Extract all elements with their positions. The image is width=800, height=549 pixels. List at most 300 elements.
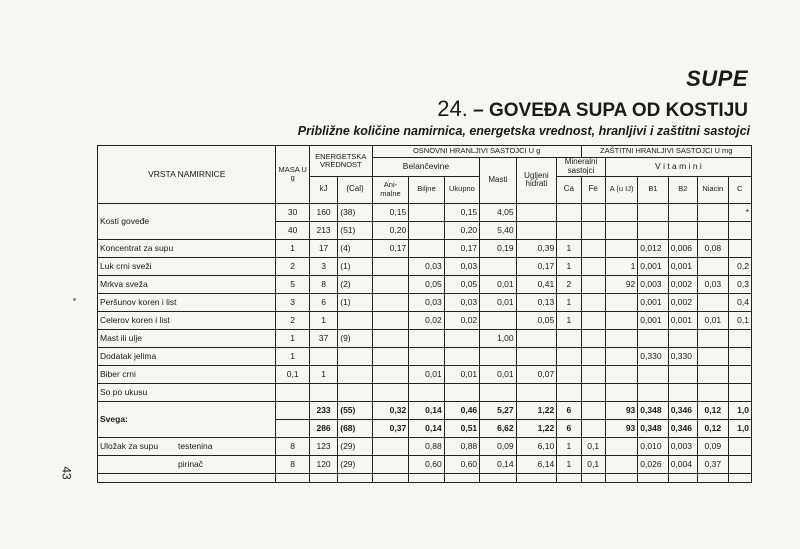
cell-c xyxy=(728,455,752,473)
cell-animalne xyxy=(372,293,408,311)
cell-empty xyxy=(309,473,337,482)
cell-masti: 0,01 xyxy=(480,365,516,383)
cell-cal: (29) xyxy=(338,437,372,455)
cell-biljne: 0,14 xyxy=(409,419,444,437)
cell-kj: 3 xyxy=(309,257,337,275)
cell-masti: 0,09 xyxy=(480,437,516,455)
table-row xyxy=(98,257,752,275)
header-masti: Masti xyxy=(480,158,516,204)
cell-masa: 1 xyxy=(276,329,309,347)
nutrition-table xyxy=(97,145,752,483)
cell-ukupno: 0,46 xyxy=(444,401,479,419)
cell-ca: 6 xyxy=(557,419,581,437)
cell-empty xyxy=(557,473,581,482)
cell-biljne: 0,14 xyxy=(409,401,444,419)
cell-c xyxy=(728,329,752,347)
cell-ca: 1 xyxy=(557,455,581,473)
cell-name: Kosti goveđe xyxy=(98,203,276,239)
cell-b2: 0,346 xyxy=(668,401,697,419)
cell-cal: (9) xyxy=(338,329,372,347)
cell-b2: 0,002 xyxy=(668,293,697,311)
cell-fe xyxy=(581,203,605,221)
cell-b2: 0,346 xyxy=(668,419,697,437)
cell-b2: 0,001 xyxy=(668,311,697,329)
cell-empty xyxy=(409,473,444,482)
cell-fe: 0,1 xyxy=(581,455,605,473)
cell-cal xyxy=(338,383,372,401)
cell-animalne xyxy=(372,275,408,293)
cell-name: Svega: xyxy=(98,401,276,437)
cell-fe xyxy=(581,293,605,311)
cell-kj: 37 xyxy=(309,329,337,347)
cell-b1 xyxy=(638,203,668,221)
table-row xyxy=(98,365,752,383)
cell-c: 0,1 xyxy=(728,311,752,329)
cell-c: 0,4 xyxy=(728,293,752,311)
cell-animalne xyxy=(372,365,408,383)
cell-b1 xyxy=(638,221,668,239)
cell-b1 xyxy=(638,365,668,383)
cell-masa: 0,1 xyxy=(276,365,309,383)
cell-cal xyxy=(338,347,372,365)
cell-cal xyxy=(338,311,372,329)
cell-kj: 1 xyxy=(309,365,337,383)
cell-animalne xyxy=(372,311,408,329)
cell-empty xyxy=(581,473,605,482)
table-row xyxy=(98,329,752,347)
header-vitamini: V i t a m i n i xyxy=(605,158,751,177)
cell-c xyxy=(728,239,752,257)
cell-niacin xyxy=(698,293,728,311)
cell-ugljeni xyxy=(516,347,557,365)
header-biljne: Biljne xyxy=(409,176,444,203)
cell-name: Peršunov koren i list xyxy=(98,293,276,311)
section-title: SUPE xyxy=(686,66,748,91)
cell-ca: 1 xyxy=(557,437,581,455)
cell-kj: 17 xyxy=(309,239,337,257)
header-belancevine: Belančevine xyxy=(372,158,479,177)
cell-c xyxy=(728,221,752,239)
header-ukupno: Ukupno xyxy=(444,176,479,203)
cell-empty xyxy=(276,473,309,482)
header-osnovni: OSNOVNI HRANLJIVI SASTOJCI U g xyxy=(372,146,581,158)
cell-b1: 0,001 xyxy=(638,257,668,275)
cell-kj: 8 xyxy=(309,275,337,293)
cell-niacin xyxy=(698,221,728,239)
cell-a xyxy=(605,455,637,473)
cell-a: 93 xyxy=(605,401,637,419)
cell-ukupno xyxy=(444,347,479,365)
cell-empty xyxy=(605,473,637,482)
cell-ukupno: 0,17 xyxy=(444,239,479,257)
header-b1: B1 xyxy=(638,176,668,203)
cell-cal: (2) xyxy=(338,275,372,293)
cell-niacin xyxy=(698,203,728,221)
cell-b1: 0,001 xyxy=(638,311,668,329)
cell-ukupno: 0,88 xyxy=(444,437,479,455)
header-masa: MASA U g xyxy=(276,146,309,204)
cell-masti xyxy=(480,383,516,401)
cell-masti: 0,01 xyxy=(480,275,516,293)
cell-kj xyxy=(309,383,337,401)
cell-niacin: 0,09 xyxy=(698,437,728,455)
cell-biljne xyxy=(409,329,444,347)
cell-fe xyxy=(581,257,605,275)
cell-a xyxy=(605,383,637,401)
cell-niacin xyxy=(698,365,728,383)
cell-kj: 233 xyxy=(309,401,337,419)
cell-ugljeni: 0,13 xyxy=(516,293,557,311)
cell-kj: 160 xyxy=(309,203,337,221)
cell-masti xyxy=(480,311,516,329)
cell-ca: 1 xyxy=(557,239,581,257)
cell-biljne: 0,03 xyxy=(409,257,444,275)
cell-a xyxy=(605,347,637,365)
table-row xyxy=(98,311,752,329)
cell-a: 92 xyxy=(605,275,637,293)
cell-biljne: 0,05 xyxy=(409,275,444,293)
table-row xyxy=(98,347,752,365)
cell-b2 xyxy=(668,329,697,347)
cell-a xyxy=(605,239,637,257)
cell-kj: 120 xyxy=(309,455,337,473)
cell-niacin xyxy=(698,329,728,347)
cell-animalne xyxy=(372,437,408,455)
header-ca: Ca xyxy=(557,176,581,203)
cell-c: 0,3 xyxy=(728,275,752,293)
cell-c: * xyxy=(728,203,752,221)
cell-empty xyxy=(338,473,372,482)
cell-niacin xyxy=(698,383,728,401)
cell-b1: 0,010 xyxy=(638,437,668,455)
cell-a xyxy=(605,311,637,329)
cell-b2 xyxy=(668,203,697,221)
cell-ugljeni: 6,10 xyxy=(516,437,557,455)
cell-masa: 40 xyxy=(276,221,309,239)
recipe-number: 24. xyxy=(437,96,468,121)
cell-ugljeni: 0,07 xyxy=(516,365,557,383)
cell-b2 xyxy=(668,221,697,239)
cell-masti: 0,19 xyxy=(480,239,516,257)
cell-empty xyxy=(728,473,752,482)
cell-fe: 0,1 xyxy=(581,437,605,455)
cell-empty xyxy=(668,473,697,482)
cell-fe xyxy=(581,239,605,257)
table-row xyxy=(98,275,752,293)
cell-ugljeni: 6,14 xyxy=(516,455,557,473)
cell-masa: 30 xyxy=(276,203,309,221)
cell-kj: 1 xyxy=(309,311,337,329)
recipe-title xyxy=(437,96,748,122)
cell-biljne xyxy=(409,239,444,257)
cell-animalne: 0,15 xyxy=(372,203,408,221)
header-energetska: ENERGETSKA VREDNOST xyxy=(309,146,372,177)
cell-ugljeni: 0,17 xyxy=(516,257,557,275)
cell-masa xyxy=(276,401,309,419)
cell-masti: 6,62 xyxy=(480,419,516,437)
cell-a xyxy=(605,203,637,221)
cell-niacin: 0,12 xyxy=(698,401,728,419)
cell-b2: 0,006 xyxy=(668,239,697,257)
cell-ukupno: 0,15 xyxy=(444,203,479,221)
cell-b1 xyxy=(638,329,668,347)
cell-fe xyxy=(581,383,605,401)
cell-cal: (1) xyxy=(338,293,372,311)
table-row xyxy=(98,401,752,419)
cell-ukupno: 0,20 xyxy=(444,221,479,239)
header-vrsta: VRSTA NAMIRNICE xyxy=(98,146,276,204)
cell-ukupno: 0,60 xyxy=(444,455,479,473)
cell-cal: (68) xyxy=(338,419,372,437)
cell-a xyxy=(605,293,637,311)
cell-c xyxy=(728,383,752,401)
cell-a xyxy=(605,437,637,455)
cell-c xyxy=(728,347,752,365)
cell-animalne: 0,20 xyxy=(372,221,408,239)
cell-niacin: 0,37 xyxy=(698,455,728,473)
cell-cal: (1) xyxy=(338,257,372,275)
cell-masa: 1 xyxy=(276,239,309,257)
cell-cal: (29) xyxy=(338,455,372,473)
cell-animalne: 0,17 xyxy=(372,239,408,257)
cell-b2 xyxy=(668,365,697,383)
cell-b1: 0,348 xyxy=(638,419,668,437)
cell-masa: 5 xyxy=(276,275,309,293)
ulozak-sub-label: testenina xyxy=(178,441,213,452)
cell-a xyxy=(605,221,637,239)
cell-a xyxy=(605,329,637,347)
cell-masti xyxy=(480,347,516,365)
cell-ca xyxy=(557,347,581,365)
header-cal: (Cal) xyxy=(338,176,372,203)
cell-ukupno xyxy=(444,383,479,401)
cell-masti: 5,40 xyxy=(480,221,516,239)
cell-kj: 123 xyxy=(309,437,337,455)
header-mineralni: Mineralni sastojci xyxy=(557,158,606,177)
cell-name: Biber crni xyxy=(98,365,276,383)
cell-empty xyxy=(480,473,516,482)
cell-ukupno: 0,02 xyxy=(444,311,479,329)
cell-name: Celerov koren i list xyxy=(98,311,276,329)
cell-ca: 6 xyxy=(557,401,581,419)
cell-fe xyxy=(581,311,605,329)
cell-ca xyxy=(557,329,581,347)
cell-b2: 0,004 xyxy=(668,455,697,473)
cell-b1: 0,001 xyxy=(638,293,668,311)
cell-name: Luk crni sveži xyxy=(98,257,276,275)
cell-ugljeni: 0,05 xyxy=(516,311,557,329)
table-row xyxy=(98,383,752,401)
cell-animalne xyxy=(372,383,408,401)
cell-kj xyxy=(309,347,337,365)
cell-b1: 0,026 xyxy=(638,455,668,473)
cell-ukupno: 0,03 xyxy=(444,293,479,311)
cell-ugljeni xyxy=(516,203,557,221)
cell-fe xyxy=(581,365,605,383)
header-kj: kJ xyxy=(309,176,337,203)
table-row xyxy=(98,293,752,311)
cell-masti xyxy=(480,257,516,275)
cell-ca xyxy=(557,383,581,401)
cell-ca: 2 xyxy=(557,275,581,293)
header-zastitni: ZAŠTITNI HRANLJIVI SASTOJCI U mg xyxy=(581,146,751,158)
cell-a: 1 xyxy=(605,257,637,275)
table-row xyxy=(98,437,752,455)
cell-b1: 0,003 xyxy=(638,275,668,293)
cell-cal: (55) xyxy=(338,401,372,419)
cell-animalne xyxy=(372,257,408,275)
cell-ugljeni: 0,39 xyxy=(516,239,557,257)
cell-c xyxy=(728,365,752,383)
cell-b1: 0,348 xyxy=(638,401,668,419)
cell-biljne: 0,03 xyxy=(409,293,444,311)
header-ugljeni: Ugljeni hidrati xyxy=(516,158,557,204)
cell-fe xyxy=(581,419,605,437)
header-a: A (u IJ) xyxy=(605,176,637,203)
cell-ugljeni: 0,41 xyxy=(516,275,557,293)
cell-biljne xyxy=(409,221,444,239)
header-animalne: Ani- malne xyxy=(372,176,408,203)
cell-c: 1,0 xyxy=(728,401,752,419)
cell-biljne xyxy=(409,383,444,401)
cell-name: Mrkva sveža xyxy=(98,275,276,293)
cell-b1: 0,330 xyxy=(638,347,668,365)
cell-masa: 2 xyxy=(276,311,309,329)
cell-animalne xyxy=(372,455,408,473)
cell-cal xyxy=(338,365,372,383)
cell-c: 1,0 xyxy=(728,419,752,437)
cell-empty xyxy=(698,473,728,482)
cell-ukupno: 0,01 xyxy=(444,365,479,383)
header-niacin: Niacin xyxy=(698,176,728,203)
cell-cal: (4) xyxy=(338,239,372,257)
cell-biljne: 0,01 xyxy=(409,365,444,383)
cell-fe xyxy=(581,221,605,239)
cell-b1: 0,012 xyxy=(638,239,668,257)
cell-masti: 0,01 xyxy=(480,293,516,311)
cell-masa: 2 xyxy=(276,257,309,275)
cell-b2: 0,002 xyxy=(668,275,697,293)
cell-niacin: 0,03 xyxy=(698,275,728,293)
cell-kj: 286 xyxy=(309,419,337,437)
cell-ugljeni xyxy=(516,383,557,401)
cell-ca xyxy=(557,203,581,221)
cell-empty xyxy=(372,473,408,482)
cell-biljne xyxy=(409,347,444,365)
cell-kj: 213 xyxy=(309,221,337,239)
cell-a xyxy=(605,365,637,383)
cell-niacin xyxy=(698,347,728,365)
cell-biljne: 0,60 xyxy=(409,455,444,473)
cell-empty xyxy=(638,473,668,482)
recipe-name: – GOVEĐA SUPA OD KOSTIJU xyxy=(467,100,748,121)
cell-niacin xyxy=(698,257,728,275)
table-row xyxy=(98,473,752,482)
cell-niacin: 0,08 xyxy=(698,239,728,257)
cell-ca: 1 xyxy=(557,293,581,311)
cell-masa: 8 xyxy=(276,455,309,473)
cell-empty xyxy=(516,473,557,482)
cell-a: 93 xyxy=(605,419,637,437)
cell-masti: 5,27 xyxy=(480,401,516,419)
cell-c: 0,2 xyxy=(728,257,752,275)
cell-masti: 1,00 xyxy=(480,329,516,347)
cell-b2 xyxy=(668,383,697,401)
cell-animalne xyxy=(372,347,408,365)
cell-ca: 1 xyxy=(557,257,581,275)
cell-b2: 0,330 xyxy=(668,347,697,365)
cell-masti: 0,14 xyxy=(480,455,516,473)
cell-ca xyxy=(557,365,581,383)
cell-animalne xyxy=(372,329,408,347)
cell-masa: 1 xyxy=(276,347,309,365)
cell-name: So po ukusu xyxy=(98,383,276,401)
cell-animalne: 0,37 xyxy=(372,419,408,437)
cell-ukupno: 0,03 xyxy=(444,257,479,275)
cell-fe xyxy=(581,275,605,293)
cell-biljne: 0,88 xyxy=(409,437,444,455)
cell-name: Mast ili ulje xyxy=(98,329,276,347)
cell-fe xyxy=(581,347,605,365)
cell-fe xyxy=(581,401,605,419)
cell-niacin: 0,01 xyxy=(698,311,728,329)
cell-c xyxy=(728,437,752,455)
cell-ukupno xyxy=(444,329,479,347)
cell-kj: 6 xyxy=(309,293,337,311)
table-row xyxy=(98,455,752,473)
ulozak-sub-label: pirinač xyxy=(178,459,204,470)
table-subtitle: Približne količine namirnica, energetska vrednost, hranljivi i zaštitni sastojci xyxy=(297,124,750,138)
cell-masa xyxy=(276,419,309,437)
ulozak-label: Uložak za supu xyxy=(100,441,159,452)
cell-ukupno: 0,05 xyxy=(444,275,479,293)
cell-empty xyxy=(98,473,276,482)
header-fe: Fe xyxy=(581,176,605,203)
table-row xyxy=(98,203,752,221)
cell-niacin: 0,12 xyxy=(698,419,728,437)
cell-cal: (38) xyxy=(338,203,372,221)
cell-cal: (51) xyxy=(338,221,372,239)
page-mark xyxy=(73,298,76,301)
cell-empty xyxy=(444,473,479,482)
cell-ca xyxy=(557,221,581,239)
cell-masa xyxy=(276,383,309,401)
cell-fe xyxy=(581,329,605,347)
header-b2: B2 xyxy=(668,176,697,203)
cell-ukupno: 0,51 xyxy=(444,419,479,437)
cell-name: Koncentrat za supu xyxy=(98,239,276,257)
cell-ugljeni xyxy=(516,221,557,239)
cell-name: Dodatak jelima xyxy=(98,347,276,365)
cell-animalne: 0,32 xyxy=(372,401,408,419)
page-number: 43 xyxy=(59,466,74,480)
cell-masa: 3 xyxy=(276,293,309,311)
cell-ugljeni xyxy=(516,329,557,347)
cell-b1 xyxy=(638,383,668,401)
cell-ca: 1 xyxy=(557,311,581,329)
cell-ugljeni: 1,22 xyxy=(516,419,557,437)
table-row xyxy=(98,239,752,257)
cell-b2: 0,003 xyxy=(668,437,697,455)
cell-masa: 8 xyxy=(276,437,309,455)
header-c: C xyxy=(728,176,752,203)
cell-biljne xyxy=(409,203,444,221)
cell-biljne: 0,02 xyxy=(409,311,444,329)
cell-ugljeni: 1,22 xyxy=(516,401,557,419)
cell-b2: 0,001 xyxy=(668,257,697,275)
cell-name xyxy=(98,455,276,473)
table-body xyxy=(98,203,752,482)
